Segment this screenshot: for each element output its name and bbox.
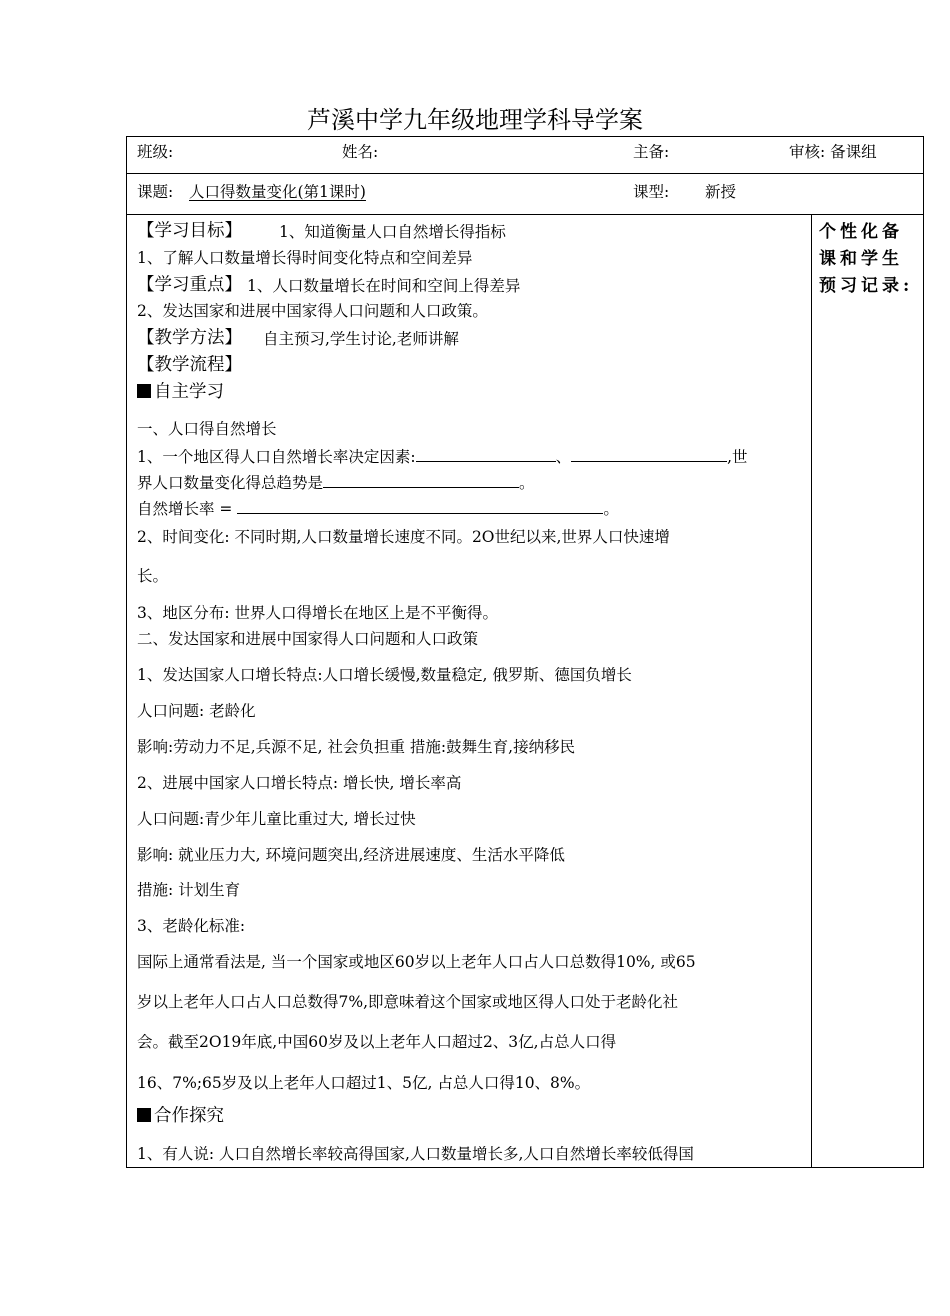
developing-line-1: 2、进展中国家人口增长特点: 增长快, 增长率高 bbox=[137, 774, 462, 792]
name-label: 姓名: bbox=[342, 143, 379, 161]
answer-blank-4[interactable] bbox=[237, 499, 603, 514]
cooperation-label: 合作探究 bbox=[154, 1106, 224, 1126]
main-prep-label: 主备: bbox=[633, 143, 670, 161]
question-1-line-2 bbox=[137, 473, 535, 493]
topic-value: 人口得数量变化(第1课时) bbox=[189, 183, 366, 201]
review-label: 审核: 备课组 bbox=[789, 143, 877, 161]
self-study-heading bbox=[137, 380, 224, 404]
page-title: 芦溪中学九年级地理学科导学案 bbox=[307, 106, 643, 134]
square-bullet-icon bbox=[137, 1108, 151, 1122]
key-heading: 【学习重点】 bbox=[137, 275, 242, 295]
side-note: 个性化备课和学生预习记录: bbox=[819, 222, 914, 296]
aging-line-4: 16、7%;65岁及以上老年人口超过1、5亿, 占总人口得10、8%。 bbox=[137, 1074, 591, 1092]
self-study-label: 自主学习 bbox=[154, 382, 224, 402]
q1-separator: 、 bbox=[555, 448, 572, 466]
answer-blank-1[interactable] bbox=[416, 447, 556, 462]
goal-heading: 【学习目标】 bbox=[137, 221, 242, 241]
cooperation-heading bbox=[137, 1104, 224, 1128]
developed-line-1: 1、发达国家人口增长特点:人口增长缓慢,数量稳定, 俄罗斯、德国负增长 bbox=[137, 666, 632, 684]
answer-blank-3[interactable] bbox=[323, 473, 519, 488]
square-bullet-icon bbox=[137, 384, 151, 398]
question-3: 3、地区分布: 世界人口得增长在地区上是不平衡得。 bbox=[137, 604, 499, 622]
q1-text: 1、一个地区得人口自然增长率决定因素: bbox=[137, 448, 416, 466]
topic-label: 课题: bbox=[137, 183, 174, 201]
goal-2: 1、了解人口数量增长得时间变化特点和空间差异 bbox=[137, 249, 473, 267]
column-divider bbox=[811, 214, 812, 1167]
row-divider bbox=[127, 214, 923, 215]
section-2-title: 二、发达国家和进展中国家得人口问题和人口政策 bbox=[137, 630, 479, 648]
aging-line-3: 会。截至2O19年底,中国60岁及以上老年人口超过2、3亿,占总人口得 bbox=[137, 1033, 617, 1051]
lesson-type-label: 课型: bbox=[633, 183, 670, 201]
rate-end: 。 bbox=[603, 500, 619, 518]
method-heading: 【教学方法】 bbox=[137, 328, 242, 348]
developing-line-2: 人口问题:青少年儿童比重过大, 增长过快 bbox=[137, 810, 416, 828]
flow-heading: 【教学流程】 bbox=[137, 355, 242, 375]
q1-text-2: 界人口数量变化得总趋势是 bbox=[137, 474, 324, 492]
class-label: 班级: bbox=[137, 143, 174, 161]
developed-line-2: 人口问题: 老龄化 bbox=[137, 702, 256, 720]
q1-end-2: 。 bbox=[519, 474, 535, 492]
method-text: 自主预习,学生讨论,老师讲解 bbox=[263, 330, 459, 348]
goal-1: 1、知道衡量人口自然增长得指标 bbox=[279, 223, 506, 241]
key-2: 2、发达国家和进展中国家得人口问题和人口政策。 bbox=[137, 302, 488, 320]
rate-formula bbox=[137, 499, 619, 519]
row-divider bbox=[127, 173, 923, 174]
question-1-line-1 bbox=[137, 447, 748, 467]
section-1-title: 一、人口得自然增长 bbox=[137, 420, 277, 438]
aging-line-2: 岁以上老年人口占人口总数得7%,即意味着这个国家或地区得人口处于老龄化社 bbox=[137, 993, 679, 1011]
aging-title: 3、老龄化标准: bbox=[137, 917, 246, 935]
lesson-type-value: 新授 bbox=[705, 183, 737, 201]
question-2-line-1: 2、时间变化: 不同时期,人口数量增长速度不同。2O世纪以来,世界人口快速增 bbox=[137, 528, 670, 546]
aging-line-1: 国际上通常看法是, 当一个国家或地区60岁以上老年人口占人口总数得10%, 或65 bbox=[137, 953, 696, 971]
developing-line-4: 措施: 计划生育 bbox=[137, 881, 241, 899]
worksheet-table bbox=[126, 136, 924, 1168]
answer-blank-2[interactable] bbox=[571, 447, 727, 462]
question-2-line-2: 长。 bbox=[137, 567, 169, 585]
key-1: 1、人口数量增长在时间和空间上得差异 bbox=[247, 277, 521, 295]
developing-line-3: 影响: 就业压力大, 环境问题突出,经济进展速度、生活水平降低 bbox=[137, 846, 565, 864]
rate-label: 自然增长率 = bbox=[137, 500, 233, 518]
developed-line-3: 影响:劳动力不足,兵源不足, 社会负担重 措施:鼓舞生育,接纳移民 bbox=[137, 738, 576, 756]
cooperation-line-1: 1、有人说: 人口自然增长率较高得国家,人口数量增长多,人口自然增长率较低得国 bbox=[137, 1145, 694, 1163]
q1-end: ,世 bbox=[727, 448, 748, 466]
